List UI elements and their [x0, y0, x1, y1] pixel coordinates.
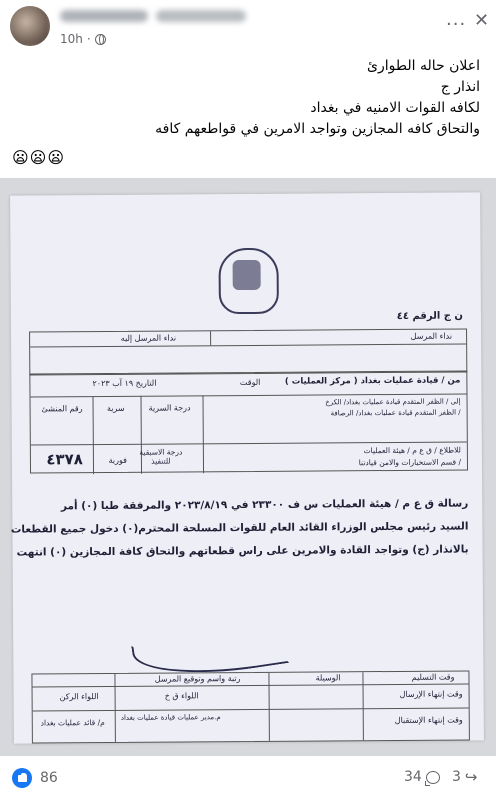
- document-paper: [10, 192, 484, 743]
- doc-delivery-label: وقت التسليم: [411, 672, 455, 682]
- seal-emblem: [218, 248, 278, 314]
- post-text: [10, 56, 480, 140]
- doc-ref: ن ج الرقم ٤٤: [396, 310, 463, 322]
- post-line: انذار ج: [440, 79, 480, 95]
- doc-priority: فورية: [108, 455, 127, 465]
- doc-body-line: رسالة ق ع م / هيئة العمليات س ف ٢٣٣٠٠ في ٢٠٢٣/٨/١٩ والمرفقة طيا (٠) أمر: [60, 497, 469, 513]
- doc-signer2: اللواء ق خ: [164, 691, 199, 701]
- doc-priority-label: درجة الاسبقية للتنفيذ: [139, 447, 183, 466]
- post-line: اعلان حاله الطوارئ: [367, 58, 480, 74]
- doc-receive-end-label: وقت إنتهاء الإستقبال: [394, 715, 463, 725]
- doc-body-line: بالانذار (ج) وتواجد القادة والامرين على راس قطعاتهم والتحاق كافة المجازين (٠) انتهت: [16, 543, 469, 559]
- comments-count[interactable]: 34: [404, 769, 422, 785]
- comment-icon: [426, 771, 440, 784]
- post-photo[interactable]: [0, 178, 496, 756]
- post-line: والتحاق كافه المجازين وتواجد الامرين في قواطعهم كافه: [155, 121, 480, 137]
- separator-dot: ·: [86, 32, 91, 46]
- share-icon: ↪: [464, 768, 478, 786]
- doc-header-table: [29, 328, 467, 375]
- doc-secrecy-label: درجة السرية: [148, 403, 191, 413]
- doc-info: للاطلاع / ق ع م / هيئة العمليات: [363, 445, 461, 456]
- doc-signer-rank: اللواء الركن: [59, 692, 99, 702]
- reactions-count[interactable]: 86: [40, 770, 58, 786]
- globe-icon: [95, 34, 106, 45]
- post-line: لكافه القوات الامنيه في بغداد: [310, 100, 480, 116]
- doc-signer-title: م/ قائد عمليات بغداد: [40, 717, 105, 728]
- time-text[interactable]: 10h: [60, 32, 83, 46]
- post-footer: [0, 758, 496, 796]
- doc-signature-table: [31, 670, 469, 743]
- doc-signer2-title: م.مدير عمليات قيادة عمليات بغداد: [120, 713, 221, 722]
- doc-origin-label: رقم المنشئ: [41, 404, 83, 414]
- avatar[interactable]: [10, 6, 50, 46]
- doc-recipient-label: نداء المرسل إليه: [120, 333, 177, 343]
- doc-secrecy: سرية: [106, 403, 125, 413]
- comments[interactable]: [404, 769, 440, 785]
- like-icon: [12, 768, 32, 788]
- doc-info2: / قسم الاستخبارات والامن قيادتنا: [358, 457, 461, 468]
- doc-caller-label: نداء المرسل: [410, 331, 453, 341]
- doc-body-line: السيد رئيس مجلس الوزراء القائد العام للقوات المسلحة المحترم(٠) دخول جميع القطعات: [10, 520, 469, 536]
- reactions[interactable]: [12, 768, 58, 788]
- doc-send-end-label: وقت إنتهاء الإرسال: [399, 689, 463, 699]
- emoji-line: 😦😦😦: [12, 148, 66, 167]
- doc-number: ٤٣٧٨: [46, 450, 83, 469]
- post-time[interactable]: [60, 32, 106, 46]
- doc-to2: / الظفر المتقدم قيادة عمليات بغداد/ الرصافة: [330, 408, 461, 418]
- doc-time-label: الوقت: [239, 377, 261, 388]
- more-options-icon[interactable]: ···: [446, 14, 467, 35]
- doc-to: إلى / الظفر المتقدم قيادة عمليات بغداد/ الكرخ: [325, 397, 461, 407]
- doc-routing-table: [29, 370, 468, 473]
- post-header: [0, 0, 496, 58]
- author-name-blurred[interactable]: [60, 8, 260, 24]
- close-icon[interactable]: ✕: [474, 10, 490, 31]
- doc-means-label: الوسيلة: [315, 673, 341, 683]
- shares[interactable]: [452, 769, 478, 785]
- shares-count[interactable]: 3: [452, 769, 461, 785]
- doc-sig-label: رتبة واسم وتوقيع المرسل: [154, 674, 241, 684]
- doc-date: التاريخ ١٩ آب ٢٠٢٣: [92, 378, 157, 389]
- doc-from: من / قيادة عمليات بغداد ( مركز العمليات ): [284, 375, 461, 387]
